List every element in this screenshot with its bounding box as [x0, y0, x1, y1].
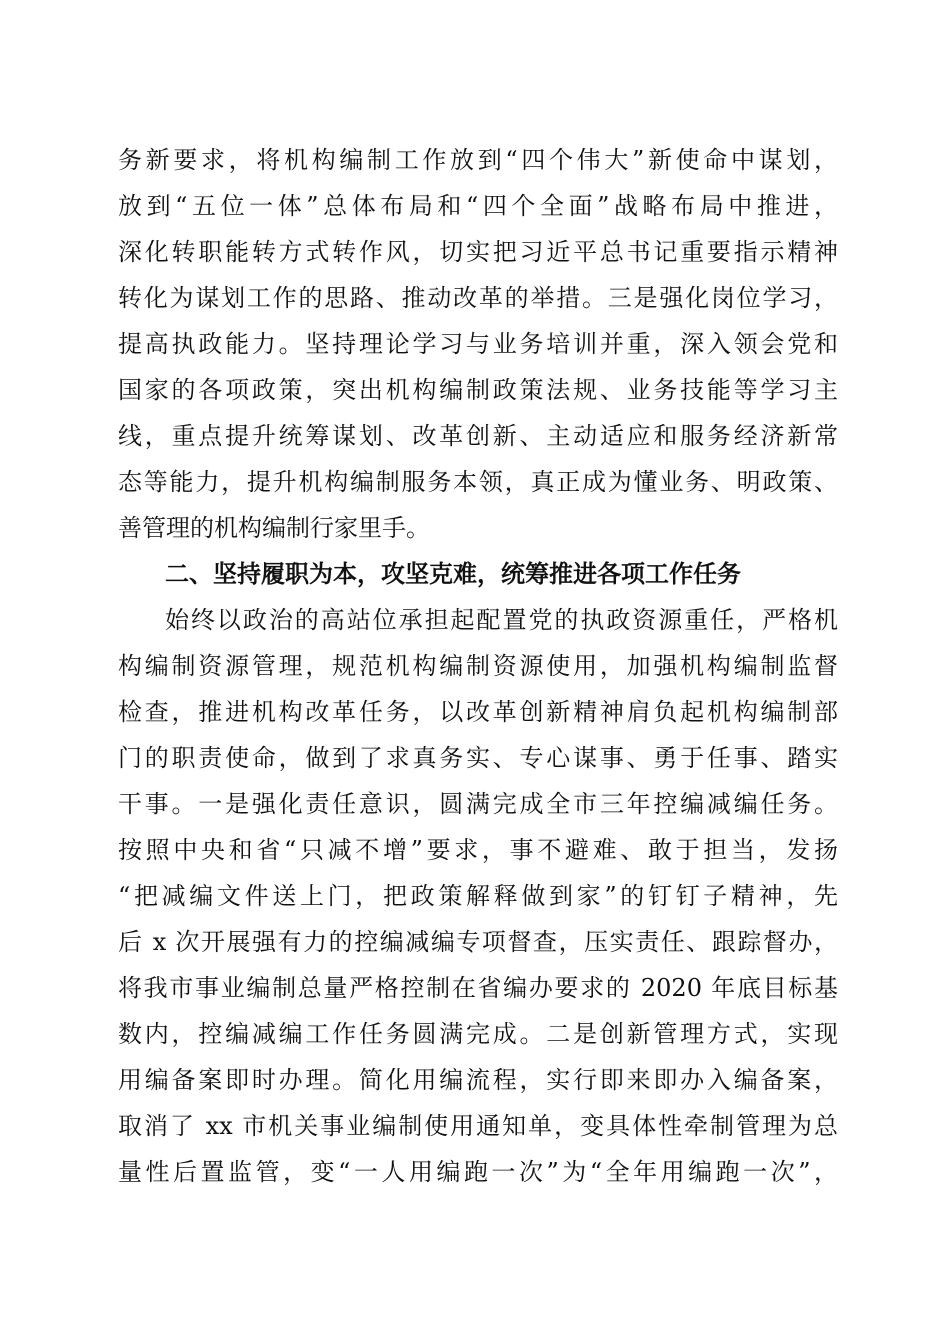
text-line: 检查，推进机构改革任务，以改革创新精神肩负起机构编制部 [118, 698, 838, 726]
text-line: “把减编文件送上门，把政策解释做到家”的钉钉子精神，先 [118, 882, 838, 910]
text-line: 善管理的机构编制行家里手。 [118, 514, 430, 542]
section-heading: 二、坚持履职为本，攻坚克难，统筹推进各项工作任务 [165, 560, 741, 588]
text-line: 数内，控编减编工作任务圆满完成。二是创新管理方式，实现 [118, 1020, 838, 1048]
text-line: 量性后置监管，变“一人用编跑一次”为“全年用编跑一次”， [118, 1158, 838, 1186]
text-line: 国家的各项政策，突出机构编制政策法规、业务技能等学习主 [118, 376, 838, 404]
text-line: 取消了 xx 市机关事业编制使用通知单，变具体性牵制管理为总 [118, 1112, 838, 1140]
text-line: 深化转职能转方式转作风，切实把习近平总书记重要指示精神 [118, 238, 838, 266]
text-line: 放到“五位一体”总体布局和“四个全面”战略布局中推进， [118, 192, 838, 220]
text-line: 用编备案即时办理。简化用编流程，实行即来即办入编备案， [118, 1066, 838, 1094]
text-line: 构编制资源管理，规范机构编制资源使用，加强机构编制监督 [118, 652, 838, 680]
text-line: 转化为谋划工作的思路、推动改革的举措。三是强化岗位学习， [118, 284, 838, 312]
text-line: 后 x 次开展强有力的控编减编专项督查，压实责任、跟踪督办， [118, 928, 838, 956]
text-line: 按照中央和省“只减不增”要求，事不避难、敢于担当，发扬 [118, 836, 838, 864]
text-line: 提高执政能力。坚持理论学习与业务培训并重，深入领会党和 [118, 330, 838, 358]
text-line: 干事。一是强化责任意识，圆满完成全市三年控编减编任务。 [118, 790, 838, 818]
text-line: 门的职责使命，做到了求真务实、专心谋事、勇于任事、踏实 [118, 744, 838, 772]
text-line: 将我市事业编制总量严格控制在省编办要求的 2020 年底目标基 [118, 974, 838, 1002]
text-line: 务新要求，将机构编制工作放到“四个伟大”新使命中谋划， [118, 146, 838, 174]
text-line: 态等能力，提升机构编制服务本领，真正成为懂业务、明政策、 [118, 468, 838, 496]
text-line: 线，重点提升统筹谋划、改革创新、主动适应和服务经济新常 [118, 422, 838, 450]
text-line: 始终以政治的高站位承担起配置党的执政资源重任，严格机 [165, 606, 838, 634]
